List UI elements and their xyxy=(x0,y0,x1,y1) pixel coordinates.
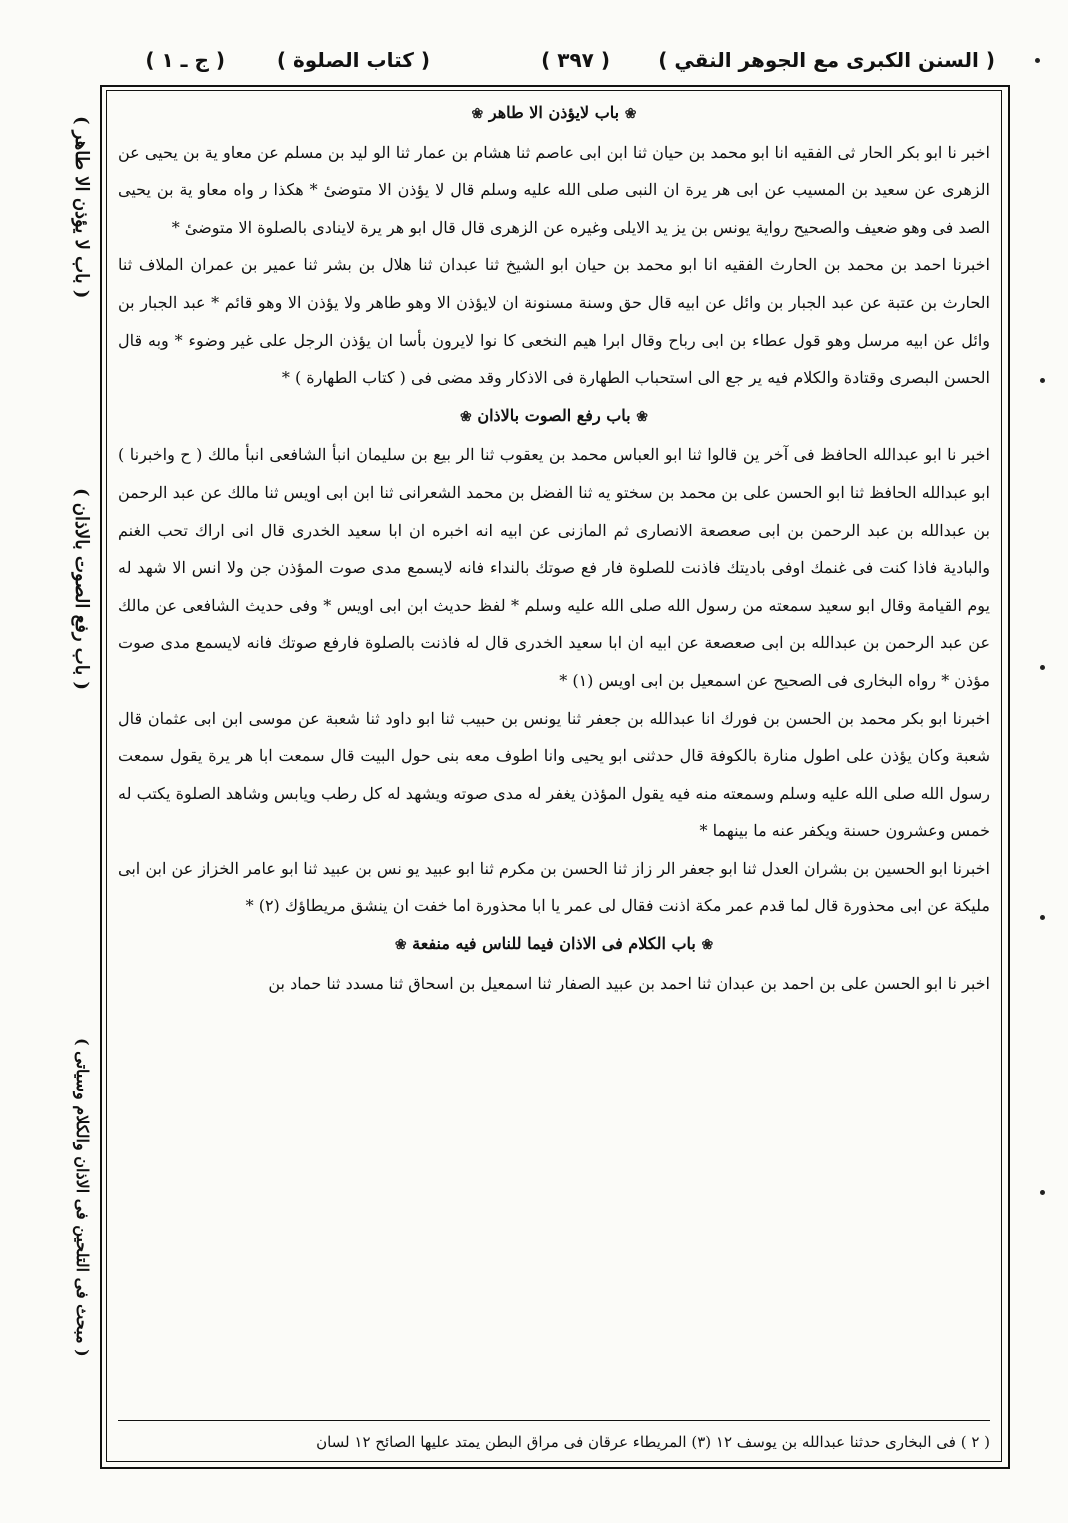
volume-label: ( ج ـ ١ ) xyxy=(145,48,225,72)
footnote: ( ٢ ) فی البخاری حدثنا عبدالله بن یوسف ١٢ (٣) المریطاء عرقان فی مراق البطن یمتد علیها الصائح ١٢ لسان xyxy=(118,1420,990,1453)
margin-note-3: ( مبحث فی التلحین فی الاذان والکلام وسیاتی ) xyxy=(73,1038,92,1357)
scan-mark xyxy=(1040,915,1045,920)
ornament-icon: ❀ xyxy=(471,106,484,122)
paragraph: اخبر نا ابو عبدالله الحافظ فی آخر ین قالوا ثنا ابو العباس محمد بن یعقوب ثنا الر بیع بن سلیمان انبأ الشافعی انبأ مالك ( ح واخبرنا ) ابو عبدالله الحافظ ثنا ابو الحسن علی بن محمد بن سختو یه ثنا الفضل بن محمد الشعرانی ثنا ابن ابی اویس ثنا مالك عن عبد الرحمن بن عبدالله بن عبد الرحمن بن ابی صعصعة الانصاری ثم المازنی عن ابیه انه اخبره ان ابا سعید الخدری قال انی اراك تحب الغنم والبادیة فاذا کنت فی غنمك اوفی بادیتك فاذنت للصلوة فار فع صوتك بالنداء فانه لایسمع مدی صوت المؤذن جن ولا انس الا شهد له یوم القیامة وقال ابو سعید سمعته من رسول الله صلی الله علیه وسلم * لفظ حدیث ابن ابی اویس * وفی حدیث الشافعی عن مالك عن عبد الرحمن بن عبدالله بن ابی صعصعة عن ابیه ان ابا سعید الخدری قال له فاذنت بالصلوة فارفع صوتك فانه لایسمع مدی صوت مؤذن * رواه البخاری فی الصحیح عن اسمعیل بن ابی اویس (١) * xyxy=(118,445,991,690)
scan-mark xyxy=(1035,58,1040,63)
page-number: ( ٣٩٧ ) xyxy=(541,48,610,72)
scan-mark xyxy=(1040,1190,1045,1195)
chapter-heading-text: باب الکلام فی الاذان فیما للناس فیه منفعة xyxy=(412,934,696,954)
main-text xyxy=(118,94,990,1002)
scan-mark xyxy=(1040,378,1045,383)
chapter-heading-1 xyxy=(118,94,990,134)
ornament-icon: ❀ xyxy=(701,937,714,954)
ornament-icon: ❀ xyxy=(624,106,637,122)
chapter-heading-2 xyxy=(118,397,990,437)
page-header xyxy=(110,40,995,80)
book-section: ( كتاب الصلوة ) xyxy=(276,48,430,72)
paragraph: اخبر نا ابو الحسن علی بن احمد بن عبدان ثنا احمد بن عبید الصفار ثنا اسمعیل بن اسحاق ثنا مسدد ثنا حماد بن xyxy=(268,973,990,993)
ornament-icon: ❀ xyxy=(394,937,407,954)
paragraph: اخبرنا احمد بن محمد بن الحارث الفقیه انا ابو محمد بن حیان ابو الشیخ ثنا عبدان ثنا هلال بن بشر ثنا عمیر بن عمران الملاف ثنا الحارث بن عتبة عن عبد الجبار بن وائل عن ابیه قال حق وسنة مسنونة ان لایؤذن الا وهو طاهر ولا یؤذن الا وهو قائم * عبد الجبار بن وائل عن ابیه مرسل وهو قول عطاء بن ابی رباح وقال ابرا هیم النخعی کا نوا لایرون بأسا ان یؤذن الرجل علی غیر وضوء * وبه قال الحسن البصری وقتادة والکلام فیه یر جع الی استحباب الطهارة فی الاذکار وقد مضی فی ( کتاب الطهارة ) * xyxy=(118,255,990,388)
paragraph: اخبرنا ابو بکر محمد بن الحسن بن فورك انا عبدالله بن جعفر ثنا یونس بن حبیب ثنا ابو داود ثنا شعبة عن موسی ابن ابی عثمان قال شعبة وکان یؤذن علی اطول منارة بالکوفة قال حدثنی ابو یحیی وانا اطوف معه بنی حول البیت قال سمعت ابا هر یرة یقول سمعت رسول الله صلی الله علیه وسلم وسمعته منه فیه یقول المؤذن یغفر له مدی صوته ویشهد له کل رطب ویابس وشاهد الصلوة یکتب له خمس وعشرون حسنة ویکفر عنه ما بینهما * xyxy=(118,708,990,841)
ornament-icon: ❀ xyxy=(460,408,472,425)
margin-note-1: ( باب لا یؤذن الا طاهر ) xyxy=(71,116,92,299)
ornament-icon: ❀ xyxy=(636,408,648,425)
scan-mark xyxy=(1040,665,1045,670)
chapter-heading-3 xyxy=(118,925,990,965)
chapter-heading-text: باب رفع الصوت بالاذان xyxy=(477,405,631,425)
paragraph: اخبرنا ابو الحسین بن بشران العدل ثنا ابو جعفر الر زاز ثنا الحسن بن مکرم ثنا ابو عبید یو نس بن عبید ثنا ابو عامر الخزاز عن ابن ابی ملیکة عن ابی محذورة قال لما قدم عمر مکة اذنت فقال لی عمر یا ابا محذورة اما خفت ان ینشق مریطاؤك (٢) * xyxy=(118,858,990,916)
paragraph: اخبر نا ابو بكر الحار ثی الفقیه انا ابو محمد بن حیان ثنا ابن ابی عاصم ثنا هشام بن عمار ثنا الو لید بن مسلم عن معاو یة بن یحیی عن الزهری عن سعید بن المسیب عن ابی هر یرة ان النبی صلی الله علیه وسلم قال لا یؤذن الا متوضیٔ * هکذا ر واه معاو یة بن یحیی الصد فی وهو ضعیف والصحیح روایة یونس بن یز ید الایلی وغیره عن الزهری قال قال ابو هر یرة لاینادی بالصلوة الا متوضیٔ * xyxy=(118,142,990,237)
chapter-heading-text: باب لايؤذن الا طاهر xyxy=(488,103,620,122)
margin-note-2: ( باب رفع الصوت بالاذان ) xyxy=(71,487,92,690)
book-title: ( السنن الكبرى مع الجوهر النقي ) xyxy=(658,48,995,72)
